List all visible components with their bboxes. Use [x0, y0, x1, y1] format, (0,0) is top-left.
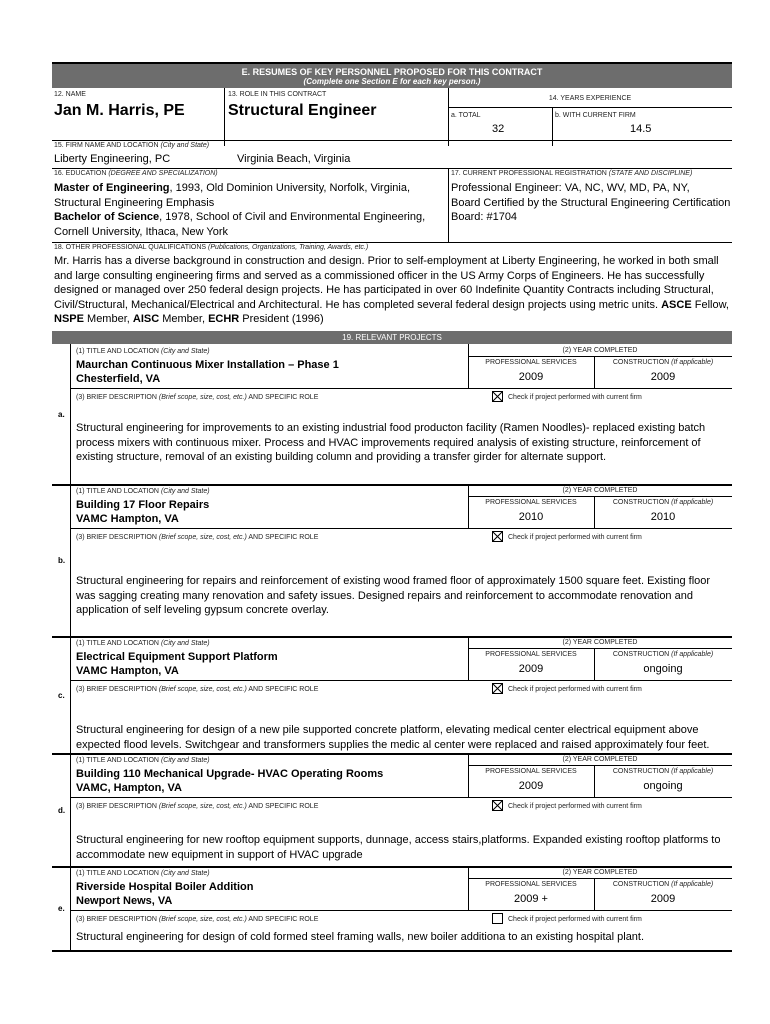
- check-current-firm-label: Check if project performed with current firm: [508, 916, 642, 923]
- current-firm-checkbox[interactable]: [492, 683, 503, 694]
- project-location: VAMC, Hampton, VA: [76, 782, 182, 794]
- role-label: 13. ROLE IN THIS CONTRACT: [228, 91, 327, 98]
- prof-year: 2009 +: [514, 893, 548, 905]
- year-completed-label: (2) YEAR COMPLETED: [562, 869, 638, 876]
- project-block: [52, 636, 732, 753]
- const-year: ongoing: [643, 780, 683, 792]
- title-location-label: (1) TITLE AND LOCATION (City and State): [76, 757, 210, 764]
- check-x-icon: [493, 392, 502, 401]
- check-x-icon: [493, 801, 502, 810]
- project-letter: d.: [58, 806, 66, 815]
- other-quals-text: Mr. Harris has a diverse background in construction and design. Prior to self-employment at Liberty Engineering, he worked in both small and large consulting engineering firms and served as a commissioned officer in the US Army Corps of Engineers. He has successfully designed or managed over 250 federal design projects. He has participated in over 60 Indefinite Quantity Contracts including Structural, Civil/Structural, Mechanical/Electrical and Architectural. He has completed several federal design projects using metric units. ASCE Fellow, NSPE Member, AISC Member, ECHR President (1996): [54, 255, 729, 325]
- project-letter: a.: [58, 410, 65, 419]
- prof-year: 2009: [518, 780, 544, 792]
- current-firm-checkbox[interactable]: [492, 913, 503, 924]
- project-description: Structural engineering for improvements to an existing industrial food producton facility (Ramen Noodles)- replaced existing batch process mixers with continuous mixer. Process and HVAC improvements required analysis of existing structure, reinforcement of existing structure, removal of an existing building column and providing a transfer girder for alternate support.: [76, 422, 706, 463]
- title-location-label: (1) TITLE AND LOCATION (City and State): [76, 488, 210, 495]
- check-current-firm-label: Check if project performed with current firm: [508, 803, 642, 810]
- education-label: 16. EDUCATION (DEGREE AND SPECIALIZATION): [54, 170, 218, 177]
- years-total-value: 32: [492, 123, 505, 135]
- const-year: 2009: [650, 893, 676, 905]
- firm-location: Virginia Beach, Virginia: [237, 153, 351, 165]
- current-firm-checkbox[interactable]: [492, 391, 503, 402]
- years-current-label: b. WITH CURRENT FIRM: [555, 112, 636, 119]
- section-subtitle: (Complete one Section E for each key person.): [303, 77, 481, 86]
- check-x-icon: [493, 532, 502, 541]
- registration-value: Professional Engineer: VA, NC, WV, MD, PA, NY, Board Certified by the Structural Engineering Certification Board: #1704: [451, 182, 731, 223]
- current-firm-checkbox[interactable]: [492, 531, 503, 542]
- prof-year: 2009: [518, 371, 544, 383]
- project-letter: c.: [58, 691, 65, 700]
- resume-form: [52, 62, 732, 952]
- construction-label: CONSTRUCTION (If applicable): [612, 651, 714, 658]
- project-description: Structural engineering for new rooftop equipment supports, dunnage, access stairs,platforms. Expanded existing rooftop platforms to accommodate new equipment in support of HVAC upgrade: [76, 834, 721, 861]
- prof-services-label: PROFESSIONAL SERVICES: [485, 359, 577, 366]
- title-location-label: (1) TITLE AND LOCATION (City and State): [76, 870, 210, 877]
- years-total-label: a. TOTAL: [451, 112, 481, 119]
- check-current-firm-label: Check if project performed with current firm: [508, 534, 642, 541]
- project-title: Riverside Hospital Boiler Addition: [76, 881, 254, 893]
- prof-services-label: PROFESSIONAL SERVICES: [485, 499, 577, 506]
- project-title: Building 17 Floor Repairs: [76, 499, 210, 511]
- year-completed-label: (2) YEAR COMPLETED: [562, 756, 638, 763]
- title-location-label: (1) TITLE AND LOCATION (City and State): [76, 348, 210, 355]
- brief-desc-label: (3) BRIEF DESCRIPTION (Brief scope, size, cost, etc.) AND SPECIFIC ROLE: [76, 394, 319, 401]
- project-block: [52, 866, 732, 950]
- project-block: [52, 484, 732, 636]
- brief-desc-label: (3) BRIEF DESCRIPTION (Brief scope, size, cost, etc.) AND SPECIFIC ROLE: [76, 534, 319, 541]
- relevant-projects-header: 19. RELEVANT PROJECTS: [52, 331, 732, 344]
- other-quals-label: 18. OTHER PROFESSIONAL QUALIFICATIONS (Publications, Organizations, Training, Awards, etc.): [54, 244, 369, 251]
- construction-label: CONSTRUCTION (If applicable): [612, 768, 714, 775]
- check-x-icon: [493, 684, 502, 693]
- firm-label: 15. FIRM NAME AND LOCATION (City and State): [54, 142, 210, 149]
- const-year: 2010: [650, 511, 676, 523]
- prof-services-label: PROFESSIONAL SERVICES: [485, 651, 577, 658]
- prof-services-label: PROFESSIONAL SERVICES: [485, 768, 577, 775]
- check-current-firm-label: Check if project performed with current firm: [508, 394, 642, 401]
- section-title: E. RESUMES OF KEY PERSONNEL PROPOSED FOR THIS CONTRACT: [241, 67, 543, 77]
- project-block: [52, 344, 732, 484]
- prof-year: 2010: [518, 511, 544, 523]
- registration-label: 17. CURRENT PROFESSIONAL REGISTRATION (STATE AND DISCIPLINE): [451, 170, 693, 177]
- title-location-label: (1) TITLE AND LOCATION (City and State): [76, 640, 210, 647]
- const-year: ongoing: [643, 663, 683, 675]
- person-name: Jan M. Harris, PE: [54, 102, 185, 119]
- project-title: Building 110 Mechanical Upgrade- HVAC Operating Rooms: [76, 768, 384, 780]
- construction-label: CONSTRUCTION (If applicable): [612, 499, 714, 506]
- firm-name: Liberty Engineering, PC: [54, 153, 171, 165]
- project-location: VAMC Hampton, VA: [76, 665, 179, 677]
- section-header: [52, 64, 732, 88]
- education-value: Master of Engineering, 1993, Old Dominion University, Norfolk, Virginia, Structural Engineering Emphasis Bachelor of Science, 1978, School of Civil and Environmental Engineering, Cornell University, Ithaca, New York: [54, 182, 426, 238]
- project-location: Newport News, VA: [76, 895, 173, 907]
- project-letter: e.: [58, 904, 65, 913]
- construction-label: CONSTRUCTION (If applicable): [612, 881, 714, 888]
- current-firm-checkbox[interactable]: [492, 800, 503, 811]
- years-current-value: 14.5: [630, 123, 652, 135]
- project-title: Electrical Equipment Support Platform: [76, 651, 278, 663]
- project-description: Structural engineering for repairs and reinforcement of existing wood framed floor of approximately 1500 square feet. Existing floor was sagging creating many renovation and safety issues. Designed repairs and reinforcement to accommodate renovation and application of self leveling gypsum concrete overlay.: [76, 575, 711, 616]
- const-year: 2009: [650, 371, 676, 383]
- year-completed-label: (2) YEAR COMPLETED: [562, 639, 638, 646]
- role-value: Structural Engineer: [228, 102, 377, 119]
- brief-desc-label: (3) BRIEF DESCRIPTION (Brief scope, size, cost, etc.) AND SPECIFIC ROLE: [76, 916, 319, 923]
- project-location: VAMC Hampton, VA: [76, 513, 179, 525]
- year-completed-label: (2) YEAR COMPLETED: [562, 487, 638, 494]
- year-completed-label: (2) YEAR COMPLETED: [562, 347, 638, 354]
- prof-services-label: PROFESSIONAL SERVICES: [485, 881, 577, 888]
- construction-label: CONSTRUCTION (If applicable): [612, 359, 714, 366]
- project-location: Chesterfield, VA: [76, 373, 161, 385]
- check-current-firm-label: Check if project performed with current firm: [508, 686, 642, 693]
- project-description: Structural engineering for design of cold formed steel framing walls, new boiler additiona to an existing hospital plant.: [76, 931, 645, 943]
- prof-year: 2009: [518, 663, 544, 675]
- project-description: Structural engineering for design of a new pile supported concrete platform, elevating medical center electrical equipment above expected flood levels. Switchgear and transformers supplies the medic al center were replaced and raised approximately four feet.: [76, 724, 710, 751]
- project-block: [52, 753, 732, 866]
- project-letter: b.: [58, 556, 66, 565]
- brief-desc-label: (3) BRIEF DESCRIPTION (Brief scope, size, cost, etc.) AND SPECIFIC ROLE: [76, 686, 319, 693]
- name-label: 12. NAME: [54, 91, 86, 98]
- brief-desc-label: (3) BRIEF DESCRIPTION (Brief scope, size, cost, etc.) AND SPECIFIC ROLE: [76, 803, 319, 810]
- project-title: Maurchan Continuous Mixer Installation – Phase 1: [76, 359, 339, 371]
- years-label: 14. YEARS EXPERIENCE: [548, 95, 632, 102]
